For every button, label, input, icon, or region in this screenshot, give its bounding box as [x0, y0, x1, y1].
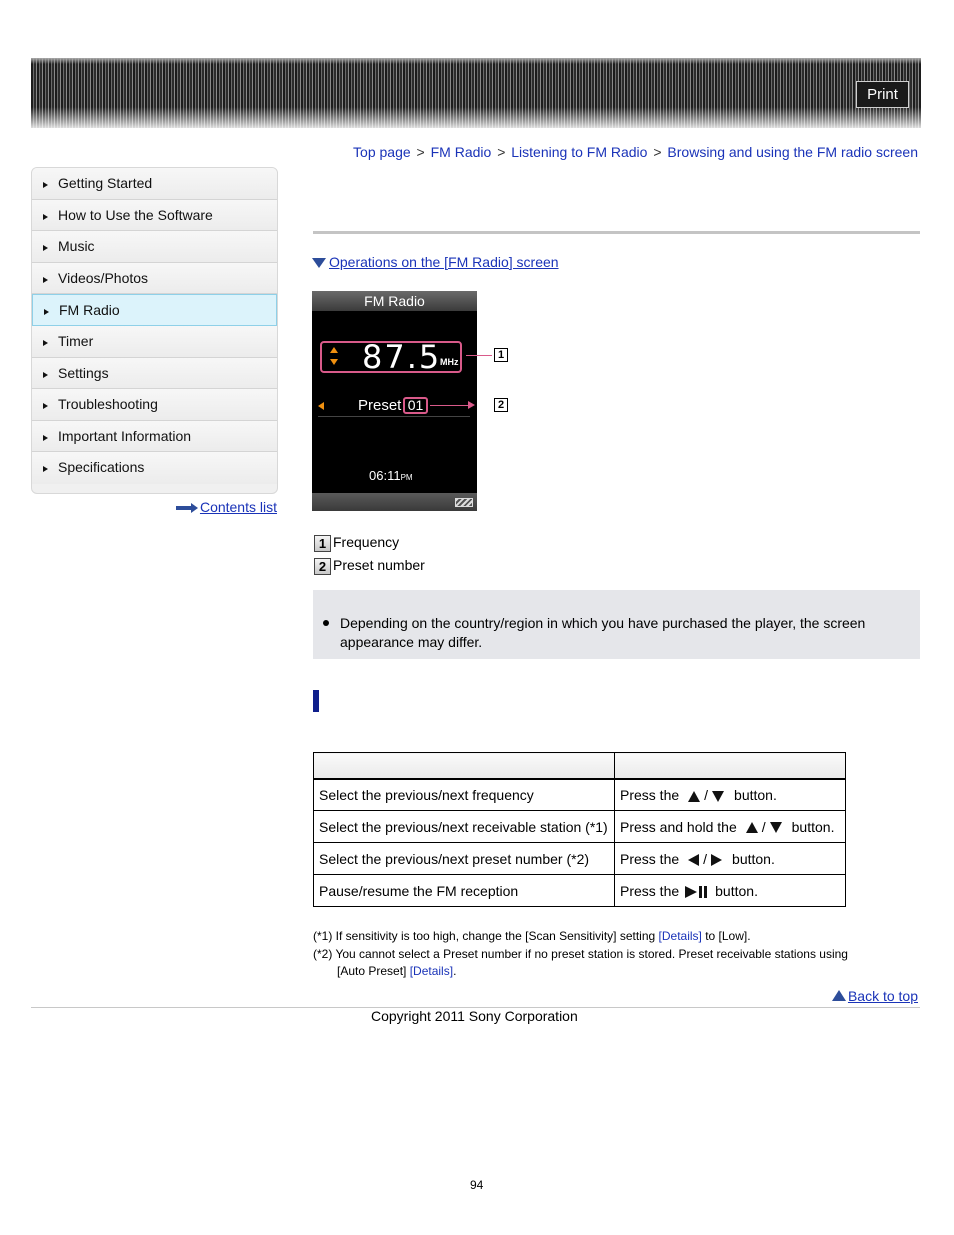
operation-suffix: button. [734, 786, 777, 803]
table-cell-operation [615, 875, 846, 907]
legend-label-preset-number: Preset number [333, 557, 425, 573]
triangle-right-icon [43, 340, 48, 346]
footnote-2-text: (*2) You cannot select a Preset number if no preset station is stored. Preset receivable stations using [313, 947, 848, 961]
device-time-suffix: PM [400, 473, 413, 482]
up-button-icon [688, 791, 700, 802]
sidebar-item-specifications[interactable] [32, 452, 277, 484]
sidebar-item-label: Music [58, 238, 95, 255]
sidebar-nav [31, 167, 278, 494]
breadcrumb-separator: > [497, 144, 506, 160]
note-text: Depending on the country/region in which you have purchased the player, the screen appearance may differ. [340, 615, 866, 650]
operations-anchor-link[interactable] [312, 254, 559, 270]
left-button-icon [688, 854, 699, 866]
section-heading-bar [313, 690, 319, 712]
callout-number-2: 2 [494, 398, 508, 412]
up-button-icon [746, 822, 758, 833]
triangle-down-icon [312, 258, 326, 268]
sidebar-item-timer[interactable] [32, 326, 277, 358]
callout-line-1 [466, 355, 492, 356]
sidebar-item-label: How to Use the Software [58, 206, 213, 223]
sidebar-item-music[interactable] [32, 231, 277, 263]
sidebar-item-label: Videos/Photos [58, 269, 149, 286]
operation-prefix: Press the [620, 850, 680, 867]
copyright: Copyright 2011 Sony Corporation [371, 1008, 578, 1024]
breadcrumb-browsing[interactable]: Browsing and using the FM radio screen [667, 144, 918, 160]
legend-label-frequency: Frequency [333, 534, 400, 550]
footnote-1-details-link[interactable]: [Details] [658, 929, 702, 943]
back-to-top-link[interactable] [832, 988, 918, 1004]
orange-left-icon [318, 402, 324, 410]
operation-suffix: button. [791, 818, 835, 835]
header-banner [31, 58, 921, 128]
sidebar-item-troubleshooting[interactable] [32, 389, 277, 421]
triangle-up-icon [832, 990, 846, 1001]
table-header-row [314, 753, 846, 779]
triangle-right-icon [43, 403, 48, 409]
device-preset-number: 01 [403, 397, 428, 414]
footnote-1 [313, 928, 903, 945]
table-row [314, 779, 846, 811]
arrow-right-icon [176, 503, 198, 513]
orange-up-icon [330, 347, 338, 353]
footnote-2-line2: [Auto Preset] [337, 964, 410, 978]
footnote-1-suffix: to [Low]. [701, 929, 751, 943]
device-frequency: 87.5 [362, 338, 442, 376]
sidebar-item-label: Important Information [58, 427, 192, 444]
print-button[interactable]: Print [856, 81, 909, 108]
down-button-icon [770, 822, 782, 833]
table-cell-action: Select the previous/next preset number (*2) [314, 843, 615, 875]
sidebar-item-label: Troubleshooting [58, 396, 158, 413]
triangle-right-icon [43, 466, 48, 472]
sidebar-item-videos-photos[interactable] [32, 263, 277, 295]
breadcrumb-separator: > [653, 144, 662, 160]
callout-arrow-icon [468, 401, 475, 409]
operation-prefix: Press the [620, 882, 680, 899]
table-cell-operation [615, 779, 846, 811]
footnote-2-details-link[interactable]: [Details] [409, 964, 454, 978]
operations-anchor-label: Operations on the [FM Radio] screen [329, 254, 559, 270]
device-time: 06:11 [369, 468, 401, 483]
callout-line-2 [430, 405, 470, 406]
contents-list-label: Contents list [199, 499, 277, 515]
sidebar-item-label: Settings [58, 364, 109, 381]
footnote-2-suffix: . [453, 964, 457, 978]
operations-table [313, 752, 846, 907]
play-pause-button-icon [685, 886, 709, 898]
sidebar-item-label: FM Radio [59, 302, 120, 319]
sidebar-item-how-to-use-software[interactable] [32, 200, 277, 232]
table-cell-action: Select the previous/next frequency [314, 779, 615, 811]
table-header-cell [314, 753, 615, 779]
triangle-right-icon [43, 245, 48, 251]
triangle-right-icon [43, 277, 48, 283]
battery-icon [455, 498, 473, 507]
sidebar-item-label: Getting Started [58, 175, 153, 191]
fm-radio-device-screenshot [312, 291, 477, 511]
right-button-icon [711, 854, 722, 866]
page-number: 94 [470, 1178, 484, 1192]
table-row [314, 875, 846, 907]
contents-list-link[interactable] [176, 499, 277, 515]
back-to-top-label: Back to top [847, 988, 918, 1004]
sidebar-item-getting-started[interactable] [32, 168, 277, 200]
triangle-right-icon [44, 309, 49, 315]
device-frequency-unit: MHz [440, 357, 459, 367]
triangle-right-icon [43, 435, 48, 441]
table-cell-action: Select the previous/next receivable station (*1) [314, 811, 615, 843]
operation-separator: / [703, 850, 708, 867]
operation-suffix: button. [732, 850, 775, 867]
sidebar-item-fm-radio[interactable] [32, 294, 277, 326]
callout-number-1: 1 [494, 348, 508, 362]
table-cell-operation [615, 811, 846, 843]
device-status-bar [312, 493, 477, 511]
table-cell-action: Pause/resume the FM reception [314, 875, 615, 907]
down-button-icon [712, 791, 724, 802]
table-header-cell [615, 753, 846, 779]
triangle-right-icon [43, 182, 48, 188]
sidebar-item-label: Specifications [58, 459, 145, 476]
operation-prefix: Press and hold the [620, 818, 737, 835]
table-row [314, 843, 846, 875]
operation-suffix: button. [715, 882, 758, 899]
operation-separator: / [704, 786, 709, 803]
sidebar-item-label: Timer [58, 332, 94, 349]
legend-number-2: 2 [314, 558, 331, 575]
note-box [313, 590, 920, 659]
device-preset-label: Preset [358, 397, 402, 414]
legend-number-1: 1 [314, 535, 331, 552]
operation-prefix: Press the [620, 786, 680, 803]
breadcrumb-top-page[interactable]: Top page [353, 144, 411, 160]
orange-down-icon [330, 359, 338, 365]
title-divider [313, 231, 920, 234]
breadcrumb-fm-radio[interactable]: FM Radio [430, 144, 492, 160]
bullet-icon [323, 620, 329, 626]
breadcrumb-separator: > [416, 144, 425, 160]
footnote-2 [313, 946, 903, 980]
triangle-right-icon [43, 214, 48, 220]
triangle-right-icon [43, 372, 48, 378]
device-clock [369, 468, 413, 483]
device-title: FM Radio [312, 291, 477, 311]
table-cell-operation [615, 843, 846, 875]
table-row [314, 811, 846, 843]
sidebar-item-settings[interactable] [32, 358, 277, 390]
breadcrumb [353, 144, 918, 160]
footnote-1-text: (*1) If sensitivity is too high, change the [Scan Sensitivity] setting [313, 929, 659, 943]
breadcrumb-listening[interactable]: Listening to FM Radio [511, 144, 648, 160]
device-divider [318, 416, 470, 417]
sidebar-item-important-information[interactable] [32, 421, 277, 453]
operation-separator: / [761, 818, 766, 835]
